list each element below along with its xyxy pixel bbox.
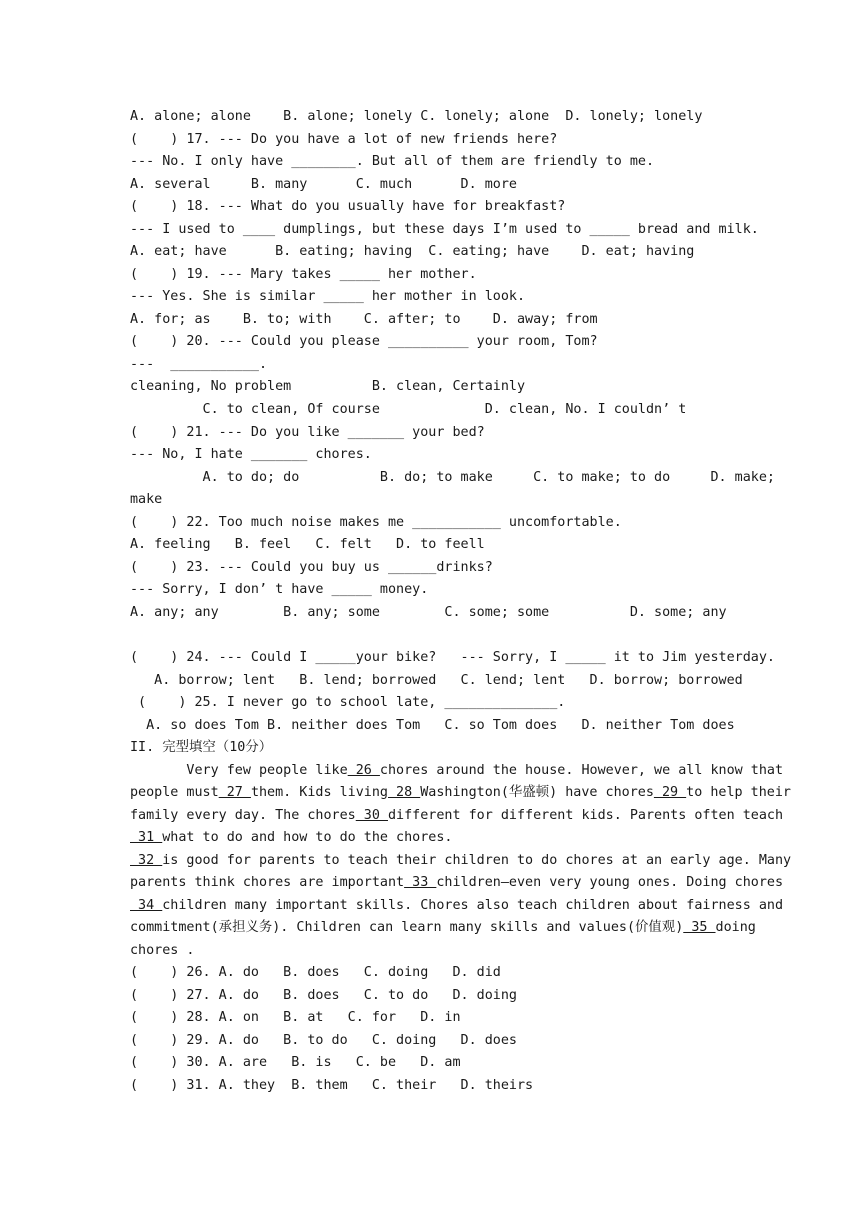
blank-number: 26 (347, 763, 380, 778)
text-line (130, 649, 775, 667)
line-text: --- Yes. She is similar _____ her mother in look. (130, 289, 526, 304)
blank-number: 30 (355, 808, 388, 823)
text-line (130, 762, 784, 780)
text-line (130, 987, 740, 1005)
line-text: different for different kids. Parents often teach (387, 808, 784, 823)
text-line (130, 694, 740, 712)
line-text: ( ) 21. --- Do you like _______ your bed? (130, 425, 485, 440)
line-text: family every day. The chores (130, 808, 356, 823)
text-line (130, 108, 740, 126)
line-text: II. 完型填空（10分） (130, 740, 273, 755)
line-text: is good for parents to teach their children to do chores at an early age. Many (162, 853, 792, 868)
text-line (130, 491, 740, 509)
line-text: Very few people like (130, 763, 348, 778)
line-text: children—even very young ones. Doing chores (436, 875, 784, 890)
blank-number: 28 (388, 785, 421, 800)
line-text: ( ) 22. Too much noise makes me ___________ uncomfortable. (130, 515, 622, 530)
line-text: to help their (686, 785, 791, 800)
line-text: A. any; any B. any; some C. some; some D. some; any (130, 605, 727, 620)
text-line (130, 221, 759, 239)
text-line (130, 153, 740, 171)
line-text: ( ) 28. A. on B. at C. for D. in (130, 1010, 461, 1025)
line-text: them. Kids living (250, 785, 388, 800)
text-line (130, 942, 740, 960)
line-text: ( ) 19. --- Mary takes _____ her mother. (130, 267, 477, 282)
text-line (130, 1032, 740, 1050)
line-text: A. borrow; lent B. lend; borrowed C. lend; lent D. borrow; borrowed (130, 673, 743, 688)
text-line (130, 874, 784, 892)
line-text: commitment(承担义务). Children can learn many skills and values(价值观) (130, 920, 684, 935)
line-text: --- ___________. (130, 357, 268, 372)
text-line (130, 672, 743, 690)
blank-number: 32 (130, 853, 163, 868)
line-text: A. feeling B. feel C. felt D. to feell (130, 537, 485, 552)
text-line (130, 852, 792, 870)
text-line (130, 198, 740, 216)
line-text: A. eat; have B. eating; having C. eating; have D. eat; having (130, 244, 695, 259)
line-text: C. to clean, Of course D. clean, No. I couldn’ t (130, 402, 687, 417)
line-text: --- I used to ____ dumplings, but these days I’m used to _____ bread and milk. (130, 222, 759, 237)
line-text: ( ) 17. --- Do you have a lot of new friends here? (130, 132, 558, 147)
line-text: ( ) 18. --- What do you usually have for breakfast? (130, 199, 566, 214)
blank-number: 29 (653, 785, 687, 800)
line-text: ( ) 24. --- Could I _____your bike? --- Sorry, I _____ it to Jim yesterday. (130, 650, 775, 665)
line-text: ( ) 29. A. do B. to do C. doing D. does (130, 1033, 517, 1048)
text-line (130, 1054, 740, 1072)
blank-number: 34 (130, 898, 163, 913)
text-line (130, 514, 740, 532)
line-text: make (130, 492, 163, 507)
line-text: ( ) 31. A. they B. them C. their D. theirs (130, 1078, 534, 1093)
text-line (130, 1077, 740, 1095)
line-text: chores . (130, 943, 195, 958)
line-text: ( ) 27. A. do B. does C. to do D. doing (130, 988, 517, 1003)
line-text: A. so does Tom B. neither does Tom C. so Tom does D. neither Tom does (130, 718, 735, 733)
text-line (130, 784, 791, 802)
line-text: doing (715, 920, 756, 935)
text-line (130, 288, 740, 306)
text-line (130, 829, 740, 847)
line-text: --- No. I only have ________. But all of them are friendly to me. (130, 154, 655, 169)
text-line (130, 897, 784, 915)
text-line (130, 559, 740, 577)
blank-number: 31 (130, 830, 163, 845)
blank-number: 35 (683, 920, 716, 935)
text-line (130, 311, 740, 329)
text-line (130, 333, 740, 351)
text-line (130, 919, 756, 937)
text-line (130, 266, 740, 284)
text-line (130, 1009, 740, 1027)
line-text: parents think chores are important (130, 875, 405, 890)
blank-number: 27 (218, 785, 251, 800)
line-text: what to do and how to do the chores. (162, 830, 453, 845)
line-text: ( ) 30. A. are B. is C. be D. am (130, 1055, 461, 1070)
line-text: A. to do; do B. do; to make C. to make; to do D. make; (130, 470, 775, 485)
blank-number: 33 (404, 875, 437, 890)
text-line (130, 581, 740, 599)
text-line (130, 469, 775, 487)
line-text: --- Sorry, I don’ t have _____ money. (130, 582, 429, 597)
text-line (130, 243, 740, 261)
text-line (130, 378, 740, 396)
text-line (130, 401, 740, 419)
text-line (130, 424, 740, 442)
line-text: children many important skills. Chores also teach children about fairness and (162, 898, 784, 913)
text-line (130, 964, 740, 982)
line-text: ( ) 26. A. do B. does C. doing D. did (130, 965, 501, 980)
line-text: chores around the house. However, we all know that (379, 763, 784, 778)
text-line (130, 446, 740, 464)
text-line (130, 176, 740, 194)
text-line (130, 807, 784, 825)
line-text: cleaning, No problem B. clean, Certainly (130, 379, 526, 394)
line-text: people must (130, 785, 219, 800)
line-text: ( ) 23. --- Could you buy us ______drinks? (130, 560, 493, 575)
text-line (130, 717, 740, 735)
text-line (130, 604, 740, 622)
text-line (130, 131, 740, 149)
line-text: A. for; as B. to; with C. after; to D. away; from (130, 312, 598, 327)
text-line (130, 356, 740, 374)
line-text: ( ) 20. --- Could you please __________ your room, Tom? (130, 334, 598, 349)
line-text: A. alone; alone B. alone; lonely C. lonely; alone D. lonely; lonely (130, 109, 703, 124)
line-text: A. several B. many C. much D. more (130, 177, 517, 192)
line-text: --- No, I hate _______ chores. (130, 447, 372, 462)
line-text: Washington(华盛顿) have chores (420, 785, 654, 800)
text-line (130, 739, 740, 757)
text-line (130, 536, 740, 554)
line-text: ( ) 25. I never go to school late, ______________. (130, 695, 566, 710)
